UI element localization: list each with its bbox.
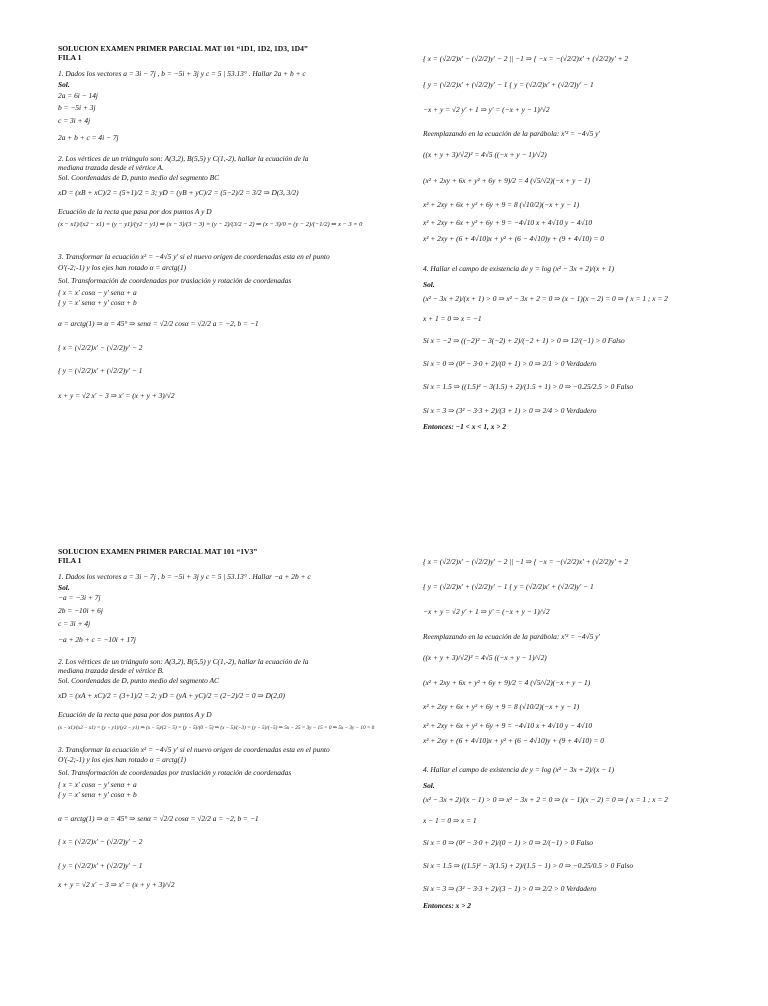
math-line: −a = −3i + 7j [58,593,101,602]
problem-statement: 1. Dados los vectores a = 3i − 7j , b = −5i + 3j y c = 5 | 53.13° . Hallar −a + 2b + c [58,572,311,581]
math-line: 2a + b + c = 4i − 7j [58,133,119,142]
math-line: Si x = 3 ⇒ (3² − 3·3 + 2)/(3 − 1) > 0 ⇒ 2/2 > 0 Verdadero [423,884,597,893]
math-line: Si x = −2 ⇒ ((−2)² − 3(−2) + 2)/(−2 + 1) > 0 ⇒ 12/(−1) > 0 Falso [423,336,625,345]
solution-label: Sol. [58,583,70,592]
exam-solution-1-right [423,44,753,434]
problem-statement: O'(-2;-1) y los ejes han rotado α = arctg(1) [58,755,187,764]
math-line: 2b = −10i + 6j [58,606,103,615]
math-line: α = arctg(1) ⇒ α = 45° ⇒ senα = √2/2 cosα = √2/2 a = −2, b = −1 [58,319,259,328]
math-line: (x² + 2xy + 6x + y² + 6y + 9)/2 = 4 (√5/√2)(−x + y − 1) [423,176,591,185]
solution-text: Ecuación de la recta que pasa por dos puntos A y D [58,207,212,216]
math-line: (x² + 2xy + 6x + y² + 6y + 9)/2 = 4 (√5/√2)(−x + y − 1) [423,678,591,687]
problem-statement: 1. Dados los vectores a = 3i − 7j , b = −5i + 3j y c = 5 | 53.13° . Hallar 2a + b + c [58,69,306,78]
math-line: { x = (√2/2)x' − (√2/2)y' − 2 [58,837,143,846]
math-line: x² + 2xy + 6x + y² + 6y + 9 = −4√10 x + 4√10 y − 4√10 [423,721,593,730]
math-line: α = arctg(1) ⇒ α = 45° ⇒ senα = √2/2 cosα = √2/2 a = −2, b = −1 [58,814,259,823]
math-line: −x + y = √2 y' + 1 ⇒ y' = (−x + y − 1)/√2 [423,105,550,114]
exam-title: SOLUCION EXAMEN PRIMER PARCIAL MAT 101 “1D1, 1D2, 1D3, 1D4” [58,44,308,53]
solution-label: Sol. [58,80,70,89]
exam-title: SOLUCION EXAMEN PRIMER PARCIAL MAT 101 “1V3” [58,547,258,556]
math-line: x² + 2xy + 6x + y² + 6y + 9 = 8 (√10/2)(−x + y − 1) [423,200,580,209]
math-line: (x² − 3x + 2)/(x + 1) > 0 ⇒ x² − 3x + 2 = 0 ⇒ (x − 1)(x − 2) = 0 ⇒ { x = 1 ; x = 2 [423,294,668,303]
solution-text: Sol. Coordenadas de D, punto medio del segmento AC [58,676,219,685]
math-line: { x = x' cosα − y' senα + a [58,288,137,297]
problem-statement: 4. Hallar el campo de existencia de y = log (x² − 3x + 2)/(x − 1) [423,765,615,774]
exam-solution-2-right [423,549,753,893]
math-line: x + y = √2 x' − 3 ⇒ x' = (x + y + 3)/√2 [58,880,175,889]
conclusion: Entonces: −1 < x < 1, x > 2 [423,422,507,431]
math-line: (x² − 3x + 2)/(x − 1) > 0 ⇒ x² − 3x + 2 = 0 ⇒ (x − 1)(x − 2) = 0 ⇒ { x = 1 ; x = 2 [423,795,668,804]
math-line: x² + 2xy + 6x + y² + 6y + 9 = −4√10 x + 4√10 y − 4√10 [423,218,593,227]
math-line: (x − x1)/(x2 − x1) = (y − y1)/(y2 − y1) ⇒ (x − 3)/(3 − 3) = (y − 2)/(3/2 − 2) ⇒ (x − 3)/0 = (y − 2)/(−1/2) ⇒ x − 3 = 0 [58,221,363,228]
problem-statement: 2. Los vértices de un triángulo son: A(3,2), B(5,5) y C(1,-2), hallar la ecuación de la [58,657,309,666]
problem-statement: 4. Hallar el campo de existencia de y = log (x² − 3x + 2)/(x + 1) [423,264,615,273]
exam-solution-1-left [58,40,388,410]
math-line: { y = (√2/2)x' + (√2/2)y' − 1 { y = (√2/2)x' + (√2/2)y' − 1 [423,80,594,89]
math-line: x² + 2xy + 6x + y² + 6y + 9 = 8 (√10/2)(−x + y − 1) [423,702,580,711]
math-line: −a + 2b + c = −10i + 17j [58,635,136,644]
math-line: (x − x1)/(x2 − x1) = (y − y1)/(y2 − y1) ⇒ (x − 5)/(2 − 5) = (y − 5)/(0 − 5) ⇒ (x − 5)/(−3) = (y − 5)/(−5) ⇒ 5x − 25 = 3y − 15 = 0 ⇒ 5x − 3y − 10 = 0 [58,725,375,731]
math-line: x − 1 = 0 ⇒ x = 1 [423,816,477,825]
math-line: x + y = √2 x' − 3 ⇒ x' = (x + y + 3)/√2 [58,391,175,400]
math-line: { y = x' senα + y' cosα + b [58,790,137,799]
math-line: xD = (xB + xC)/2 = (5+1)/2 = 3; yD = (yB + yC)/2 = (5−2)/2 = 3/2 ⇒ D(3, 3/2) [58,188,299,197]
solution-text: Sol. Transformación de coordenadas por traslación y rotación de coordenadas [58,276,292,285]
solution-text: Ecuación de la recta que pasa por dos puntos A y D [58,710,212,719]
math-line: Si x = 1.5 ⇒ ((1.5)² − 3(1.5) + 2)/(1.5 + 1) > 0 ⇒ −0.25/2.5 > 0 Falso [423,382,634,391]
math-line: Si x = 0 ⇒ (0² − 3·0 + 2)/(0 + 1) > 0 ⇒ 2/1 > 0 Verdadero [423,359,597,368]
math-line: { x = (√2/2)x' − (√2/2)y' − 2 [58,343,143,352]
solution-text: Reemplazando en la ecuación de la parábola: x'² = −4√5 y' [423,129,601,138]
problem-statement: 2. Los vértices de un triángulo son: A(3,2), B(5,5) y C(1,-2), hallar la ecuación de la [58,154,309,163]
math-line: Si x = 0 ⇒ (0² − 3·0 + 2)/(0 − 1) > 0 ⇒ 2/(−1) > 0 Falso [423,838,594,847]
problem-statement: O'(-2;-1) y los ejes han rotado α = arctg(1) [58,263,187,272]
math-line: Si x = 1.5 ⇒ ((1.5)² − 3(1.5) + 2)/(1.5 − 1) > 0 ⇒ −0.25/0.5 > 0 Falso [423,861,634,870]
problem-statement: mediana trazada desde el vértice B. [58,666,164,675]
math-line: { y = x' senα + y' cosα + b [58,298,137,307]
row-label: FILA 1 [58,53,82,62]
math-line: x + 1 = 0 ⇒ x = −1 [423,314,482,323]
math-line: xD = (xA + xC)/2 = (3+1)/2 = 2; yD = (yA + yC)/2 = (2−2)/2 = 0 ⇒ D(2,0) [58,691,285,700]
math-line: ((x + y + 3)/√2)² = 4√5 ((−x + y − 1)/√2) [423,653,547,662]
problem-statement: mediana trazada desde el vértice A. [58,163,164,172]
solution-text: Sol. Coordenadas de D, punto medio del segmento BC [58,173,220,182]
math-line: −x + y = √2 y' + 1 ⇒ y' = (−x + y − 1)/√2 [423,607,550,616]
math-line: { x = x' cosα − y' senα + a [58,780,137,789]
math-line: x² + 2xy + (6 + 4√10)x + y² + (6 − 4√10)y + (9 + 4√10) = 0 [423,234,604,243]
math-line: { y = (√2/2)x' + (√2/2)y' − 1 [58,366,143,375]
solution-label: Sol. [423,280,435,289]
solution-text: Sol. Transformación de coordenadas por traslación y rotación de coordenadas [58,768,292,777]
solution-label: Sol. [423,781,435,790]
math-line: { x = (√2/2)x' − (√2/2)y' − 2 || −1 ⇒ { −x = −(√2/2)x' + (√2/2)y' + 2 [423,557,629,566]
math-line: { x = (√2/2)x' − (√2/2)y' − 2 || −1 ⇒ { −x = −(√2/2)x' + (√2/2)y' + 2 [423,54,629,63]
exam-solution-2-left [58,543,388,889]
math-line: { y = (√2/2)x' + (√2/2)y' − 1 [58,861,143,870]
math-line: ((x + y + 3)/√2)² = 4√5 ((−x + y − 1)/√2) [423,150,547,159]
conclusion: Entonces: x > 2 [423,901,471,910]
math-line: c = 3i + 4j [58,619,91,628]
math-line: b = −5i + 3j [58,103,96,112]
math-line: Si x = 3 ⇒ (3² − 3·3 + 2)/(3 + 1) > 0 ⇒ 2/4 > 0 Verdadero [423,406,597,415]
row-label: FILA 1 [58,556,82,565]
solution-text: Reemplazando en la ecuación de la parábola: x'² = −4√5 y' [423,632,601,641]
problem-statement: 3. Transformar la ecuación x² = −4√5 y' si el nuevo origen de coordenadas esta en el punto [58,252,330,261]
math-line: x² + 2xy + (6 + 4√10)x + y² + (6 − 4√10)y + (9 + 4√10) = 0 [423,736,604,745]
math-line: c = 3i + 4j [58,116,91,125]
math-line: { y = (√2/2)x' + (√2/2)y' − 1 { y = (√2/2)x' + (√2/2)y' − 1 [423,582,594,591]
problem-statement: 3. Transformar la ecuación x² = −4√5 y' si el nuevo origen de coordenadas esta en el punto [58,745,330,754]
math-line: 2a = 6i − 14j [58,91,98,100]
